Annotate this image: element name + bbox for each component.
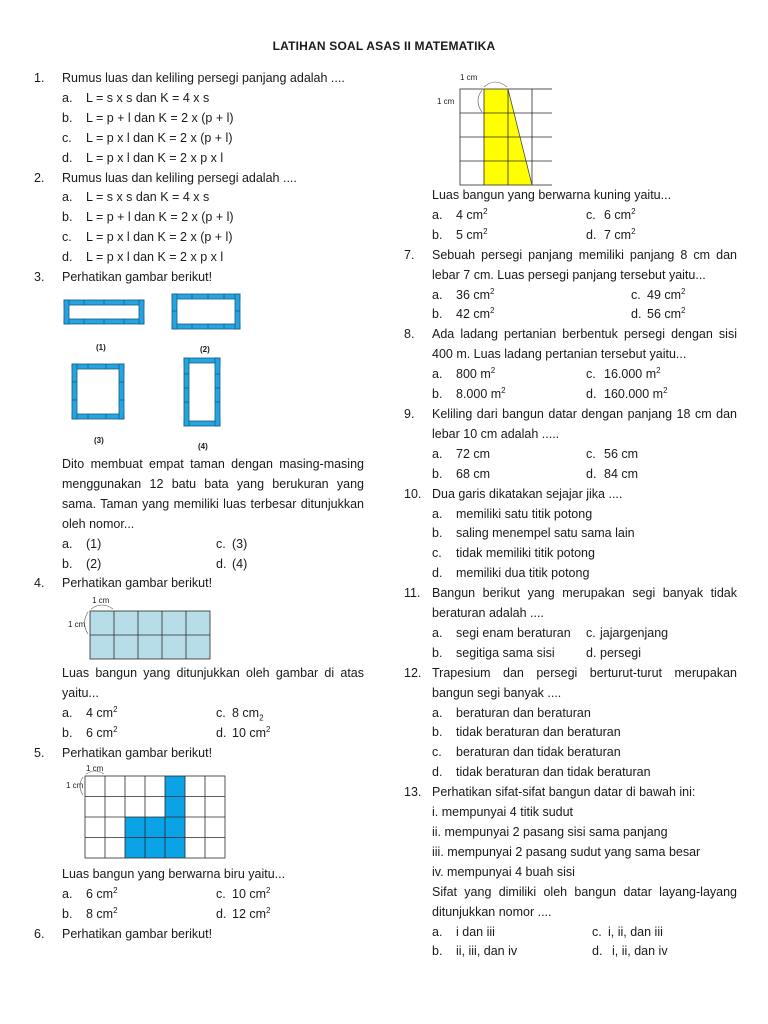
option-text: L = p x l dan K = 2 x (p + l)	[86, 230, 233, 245]
option	[631, 286, 686, 306]
options-row	[404, 305, 737, 325]
option-text: 800 m	[456, 367, 491, 382]
superscript: 2	[681, 286, 686, 296]
option-text: 56 cm	[604, 446, 639, 461]
option-letter: b.	[432, 387, 443, 402]
option-letter: b.	[62, 210, 73, 225]
option-letter: a.	[432, 367, 443, 382]
option-text: L = p x l dan K = 2 x p x l	[86, 150, 224, 165]
triangle-grid-svg	[432, 72, 552, 188]
option-letter: d.	[586, 387, 597, 402]
option-text: (1)	[86, 536, 102, 551]
option	[62, 555, 216, 575]
question-text: Keliling dari bangun datar dengan panjang 18 cm dan lebar 10 cm adalah .....	[432, 406, 737, 441]
option-letter: d.	[631, 307, 642, 322]
superscript: 2	[631, 206, 636, 216]
question-text: Rumus luas dan keliling persegi panjang adalah ....	[62, 71, 345, 85]
superscript: 2	[113, 704, 118, 714]
option	[62, 704, 216, 724]
option-text: 6 cm	[86, 726, 114, 741]
option	[592, 923, 663, 943]
superscript: 2	[490, 286, 495, 296]
option-letter: d.	[586, 645, 597, 660]
option	[432, 624, 586, 644]
question-7	[404, 246, 737, 286]
options-row	[404, 624, 737, 644]
option	[34, 208, 364, 228]
option	[62, 535, 216, 555]
option-text: 4 cm	[86, 706, 114, 721]
option	[586, 644, 641, 664]
question-9	[404, 405, 737, 445]
option-text: L = p + l dan K = 2 x (p + l)	[86, 110, 234, 125]
option-text: beraturan dan tidak beraturan	[456, 745, 621, 760]
option	[34, 129, 364, 149]
options-row	[404, 385, 737, 405]
figure-label-2: (2)	[200, 344, 210, 354]
option-letter: a.	[432, 705, 443, 720]
option-text: L = p x l dan K = 2 x (p + l)	[86, 130, 233, 145]
property-item: ii. mempunyai 2 pasang sisi sama panjang	[432, 825, 668, 839]
options-row	[404, 365, 737, 385]
option	[404, 763, 737, 783]
option-letter: c.	[586, 367, 596, 382]
option-letter: b.	[432, 466, 443, 481]
rect-grid-svg	[34, 594, 364, 664]
option-text: 8 cm	[86, 906, 114, 921]
option	[404, 544, 737, 564]
option	[631, 305, 686, 325]
option	[432, 286, 631, 306]
option-text: (4)	[232, 556, 248, 571]
question-paragraph: Dito membuat empat taman dengan masing-masing menggunakan 12 batu bata yang berukuran yang sama. Taman yang memiliki luas terbesar ditunjukkan oleh nomor...	[62, 456, 364, 531]
option-letter: a.	[62, 536, 73, 551]
option-text: tidak beraturan dan tidak beraturan	[456, 765, 651, 780]
superscript: 2	[490, 366, 496, 375]
option-letter: c.	[631, 287, 641, 302]
option-letter: b.	[62, 906, 73, 921]
option	[586, 206, 636, 226]
superscript: 2	[501, 385, 506, 395]
cm-label-top: 1 cm	[460, 73, 478, 82]
options-row	[34, 555, 364, 575]
option-text: L = s x s dan K = 4 x s	[86, 190, 210, 205]
option-letter: b.	[432, 307, 443, 322]
brick-frames-svg	[34, 288, 364, 455]
options-row	[404, 286, 737, 306]
option-letter: c.	[216, 706, 226, 721]
option	[34, 248, 364, 268]
options-row	[404, 206, 737, 226]
option-text: i, ii, dan iii	[608, 924, 663, 939]
question-5	[34, 744, 364, 764]
option-text: 10 cm	[232, 726, 267, 741]
option	[586, 624, 668, 644]
blue-grid-figure	[34, 764, 364, 865]
question-text: Perhatikan gambar berikut!	[62, 576, 213, 591]
cm-label-left: 1 cm	[68, 620, 86, 630]
option-text: 4 cm	[456, 207, 484, 222]
option-letter: a.	[432, 207, 443, 222]
option-letter: d.	[432, 566, 443, 581]
option-text: i, ii, dan iv	[612, 944, 668, 959]
option-letter: c.	[592, 924, 602, 939]
option	[62, 885, 216, 905]
superscript: 2	[631, 226, 636, 236]
option-letter: c.	[432, 745, 442, 760]
option	[432, 385, 586, 405]
superscript: 2	[483, 226, 488, 236]
question-text: Perhatikan gambar berikut!	[62, 270, 213, 285]
option-text: tidak memiliki titik potong	[456, 546, 595, 561]
option-letter: a.	[432, 625, 443, 640]
option	[404, 524, 737, 544]
figure-label-4: (4)	[198, 441, 208, 451]
option-letter: d.	[216, 556, 227, 571]
option	[404, 564, 737, 584]
cm-label-top: 1 cm	[86, 763, 104, 773]
option	[586, 365, 661, 385]
option-letter: d.	[62, 250, 73, 265]
option-text: 68 cm	[456, 466, 491, 481]
property-item: i. mempunyai 4 titik sudut	[432, 805, 574, 820]
option-letter: c.	[586, 446, 596, 461]
option	[62, 905, 216, 925]
blue-grid-svg	[34, 764, 364, 865]
option-text: 8.000 m	[456, 387, 502, 402]
question-text: Perhatikan gambar berikut!	[62, 926, 213, 941]
option-letter: b.	[62, 556, 73, 571]
option-text: 42 cm	[456, 307, 491, 322]
option-letter: a.	[432, 506, 443, 521]
question-2	[34, 169, 364, 189]
question-paragraph: Sifat yang dimiliki oleh bangun datar layang-layang ditunjukkan nomor ....	[432, 884, 737, 919]
option-letter: c.	[216, 536, 226, 551]
option-text: L = p x l dan K = 2 x p x l	[86, 250, 224, 265]
question-text: Perhatikan sifat-sifat bangun datar di bawah ini:	[432, 785, 696, 800]
option-text: 12 cm	[232, 906, 267, 921]
options-row	[404, 226, 737, 246]
option-text: 56 cm	[647, 307, 682, 322]
question-number: 5.	[34, 745, 45, 760]
question-number: 4.	[34, 576, 45, 591]
options-row	[34, 535, 364, 555]
question-number: 2.	[34, 170, 45, 185]
option-text: persegi	[600, 645, 641, 660]
option-letter: b.	[432, 227, 443, 242]
option-letter: c.	[216, 886, 226, 901]
option-text: L = s x s dan K = 4 x s	[86, 90, 210, 105]
question-text: Dua garis dikatakan sejajar jika ....	[432, 486, 623, 501]
question-10	[404, 485, 737, 505]
question-number: 9.	[404, 406, 415, 421]
grid-figure	[34, 594, 364, 664]
option-letter: c.	[586, 207, 596, 222]
options-row	[404, 942, 737, 962]
superscript: 2	[490, 306, 495, 316]
figure-label-3: (3)	[94, 435, 104, 445]
option-letter: a.	[432, 924, 443, 939]
option-letter: d.	[216, 906, 227, 921]
right-column	[404, 186, 737, 962]
options-row	[34, 905, 364, 925]
question-number: 6.	[34, 926, 45, 941]
question-8	[404, 325, 737, 365]
option	[432, 226, 586, 246]
superscript: 2	[681, 306, 686, 316]
option-letter: b.	[432, 725, 443, 740]
option-letter: c.	[586, 625, 596, 640]
option	[432, 206, 586, 226]
option-text: memiliki dua titik potong	[456, 566, 590, 581]
question-12	[404, 664, 737, 704]
option-letter: a.	[432, 446, 443, 461]
cm-label-left: 1 cm	[66, 780, 84, 790]
triangle-grid-figure	[432, 72, 552, 188]
option-text: 10 cm	[232, 886, 267, 901]
question-number: 12.	[404, 665, 422, 680]
option-text: 49 cm	[647, 287, 682, 302]
option-letter: a.	[432, 287, 443, 302]
superscript: 2	[483, 206, 488, 216]
option	[432, 365, 586, 385]
option-letter: a.	[62, 886, 73, 901]
option	[586, 226, 636, 246]
question-text: Ada ladang pertanian berbentuk persegi dengan sisi 400 m. Luas ladang pertanian tersebut yaitu...	[432, 327, 737, 362]
option	[216, 704, 264, 724]
option-letter: b.	[432, 944, 443, 959]
option-text: 5 cm	[456, 227, 484, 242]
option	[34, 89, 364, 109]
question-number: 1.	[34, 71, 45, 85]
option-letter: b.	[432, 526, 443, 541]
option-text: memiliki satu titik potong	[456, 506, 593, 521]
cm-label-top: 1 cm	[92, 596, 110, 606]
question-4	[34, 574, 364, 594]
brick-frame-figure	[34, 288, 364, 455]
question-number: 11.	[404, 586, 421, 601]
option-text: saling menempel satu sama lain	[456, 526, 635, 541]
option-text: beraturan dan beraturan	[456, 705, 591, 720]
option-letter: c.	[432, 546, 442, 561]
option	[404, 505, 737, 525]
options-row	[404, 445, 737, 465]
superscript: 2	[266, 885, 271, 895]
option-text: segi enam beraturan	[456, 625, 571, 640]
question-number: 10.	[404, 486, 422, 501]
option-text: (2)	[86, 556, 102, 571]
options-row	[404, 923, 737, 943]
option	[216, 885, 271, 905]
cm-label-left: 1 cm	[437, 97, 455, 106]
option	[34, 188, 364, 208]
option-text: ii, iii, dan iv	[456, 944, 518, 959]
option-letter: b.	[62, 110, 73, 125]
left-column	[34, 69, 364, 944]
option-text: 8 cm	[232, 706, 260, 721]
option-letter: a.	[62, 706, 73, 721]
option	[432, 923, 592, 943]
superscript: 2	[113, 724, 118, 734]
option-letter: c.	[62, 130, 72, 145]
option	[34, 149, 364, 169]
question-text: Rumus luas dan keliling persegi adalah ....	[62, 170, 297, 185]
option-letter: c.	[62, 230, 72, 245]
option	[432, 465, 586, 485]
figure-label-1: (1)	[96, 342, 106, 352]
option-letter: a.	[62, 90, 73, 105]
question-text: Trapesium dan persegi berturut-turut merupakan bangun segi banyak ....	[432, 665, 737, 700]
superscript: 2	[113, 905, 118, 915]
option	[404, 723, 737, 743]
option-text: (3)	[232, 536, 248, 551]
question-number: 7.	[404, 247, 415, 262]
question-11	[404, 584, 737, 624]
option-letter: d.	[592, 944, 603, 959]
question-3	[34, 268, 364, 288]
options-row	[34, 885, 364, 905]
options-row	[404, 465, 737, 485]
option-letter: d.	[62, 150, 73, 165]
option-letter: a.	[62, 190, 73, 205]
option-text: 16.000 m	[604, 367, 657, 382]
option	[34, 228, 364, 248]
option-text: 84 cm	[604, 466, 639, 481]
option	[432, 644, 586, 664]
question-paragraph: Luas bangun yang berwarna kuning yaitu...	[432, 188, 672, 202]
option	[216, 905, 271, 925]
question-paragraph: Luas bangun yang berwarna biru yaitu...	[62, 866, 286, 881]
question-number: 8.	[404, 327, 415, 342]
option	[62, 724, 216, 744]
option	[404, 743, 737, 763]
option-text: 160.000 m	[604, 387, 664, 402]
option-text: segitiga sama sisi	[456, 645, 555, 660]
option-text: L = p + l dan K = 2 x (p + l)	[86, 210, 234, 225]
option	[432, 305, 631, 325]
option-letter: d.	[586, 227, 597, 242]
option-letter: d.	[586, 466, 597, 481]
superscript: 2	[266, 905, 271, 915]
question-text: Sebuah persegi panjang memiliki panjang 8 cm dan lebar 7 cm. Luas persegi panjang tersebut yaitu...	[432, 247, 737, 282]
question-1	[34, 69, 364, 89]
property-item: iv. mempunyai 4 buah sisi	[432, 864, 575, 879]
option	[586, 465, 638, 485]
option-text: tidak beraturan dan beraturan	[456, 725, 621, 740]
question-6	[34, 925, 364, 945]
options-row	[404, 644, 737, 664]
option	[432, 942, 592, 962]
question-number: 13.	[404, 785, 422, 800]
option	[404, 704, 737, 724]
option-letter: d.	[432, 765, 443, 780]
option-text: 6 cm	[86, 886, 114, 901]
superscript: 2	[113, 885, 118, 895]
option	[34, 109, 364, 129]
option	[586, 385, 668, 405]
option	[216, 724, 271, 744]
superscript: 2	[656, 366, 661, 375]
superscript: 2	[266, 724, 271, 734]
question-number: 3.	[34, 270, 45, 285]
question-text: Perhatikan gambar berikut!	[62, 745, 213, 760]
option-letter: b.	[62, 726, 73, 741]
option	[216, 555, 247, 575]
option-text: 36 cm	[456, 287, 491, 302]
options-row	[34, 704, 364, 724]
option-letter: d.	[216, 726, 227, 741]
option	[432, 445, 586, 465]
option	[592, 942, 668, 962]
question-text: Bangun berikut yang merupakan segi banyak tidak beraturan adalah ....	[432, 586, 737, 621]
option	[216, 535, 247, 555]
options-row	[34, 724, 364, 744]
option-text: jajargenjang	[600, 625, 669, 640]
page-title: LATIHAN SOAL ASAS II MATEMATIKA	[272, 39, 496, 53]
property-item: iii. mempunyai 2 pasang sudut yang sama besar	[432, 844, 701, 859]
subscript: 2	[259, 713, 264, 723]
superscript: 2	[663, 385, 668, 395]
option-text: 6 cm	[604, 207, 632, 222]
option-text: i dan iii	[456, 924, 495, 939]
question-paragraph: Luas bangun yang ditunjukkan oleh gambar di atas yaitu...	[62, 666, 364, 701]
option-text: 7 cm	[604, 227, 632, 242]
option-letter: b.	[432, 645, 443, 660]
option	[586, 445, 638, 465]
option-text: 72 cm	[456, 446, 491, 461]
question-13	[404, 783, 737, 803]
